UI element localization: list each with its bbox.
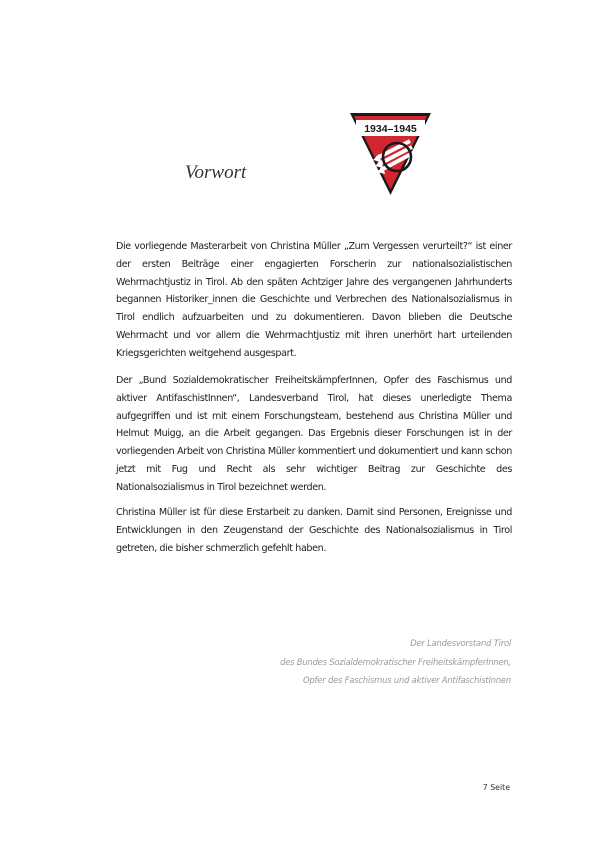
foreword-paragraph-1: Die vorliegende Masterarbeit von Christina Müller „Zum Vergessen verurteilt?“ ist einer der ersten Beiträge einer engagierten Forscherin zur nationalsozialistischen Wehrmachtjustiz in Tirol. Ab den späten Achtziger Jahre des vergangenen Jahrhunderts begannen Historiker_innen die Geschichte und Verbrechen des Nationalsozialismus in Tirol endlich aufzuarbeiten und zu dokumentieren. Davon blieben die Deutsche Wehrmacht und vor allem die Wehrmachtjustiz mit ihren unerhört hart urteilenden Kriegsgerichten weitgehend ausgespart.	[116, 241, 512, 359]
foreword-paragraph-3: Christina Müller ist für diese Erstarbeit zu danken. Damit sind Personen, Ereignisse und Entwicklungen in den Zeugenstand der Geschichte des Nationalsozialismus in Tirol getreten, die bisher schmerzlich gefehlt haben.	[116, 507, 512, 554]
page-number: 7 Seite	[482, 783, 510, 792]
signature-line-2: des Bundes Sozialdemokratischer FreiheitskämpferInnen,	[280, 656, 511, 667]
logo-years-label: 1934–1945	[364, 123, 417, 136]
signature-line-1: Der Landesvorstand Tirol	[410, 638, 511, 648]
page-title: Vorwort	[185, 162, 247, 183]
signature-line-3: Opfer des Faschismus und aktiver AntifaschistInnen	[303, 675, 511, 685]
foreword-paragraph-2: Der „Bund Sozialdemokratischer FreiheitskämpferInnen, Opfer des Faschismus und aktiver AntifaschistInnen“, Landesverband Tirol, hat dieses unerledigte Thema aufgegriffen und ist mit einem Forschungsteam, bestehend aus Christina Müller und Helmut Muigg, an die Arbeit gegangen. Das Ergebnis dieser Forschungen ist in der vorliegenden Arbeit von Christina Müller kommentiert und dokumentiert und kann schon jetzt mit Fug und Recht als sehr wichtiger Beitrag zur Geschichte des Nationalsozialismus in Tirol bezeichnet werden.	[116, 375, 512, 493]
signature-block	[211, 634, 511, 690]
arrows-triangle-emblem-icon	[348, 111, 433, 197]
